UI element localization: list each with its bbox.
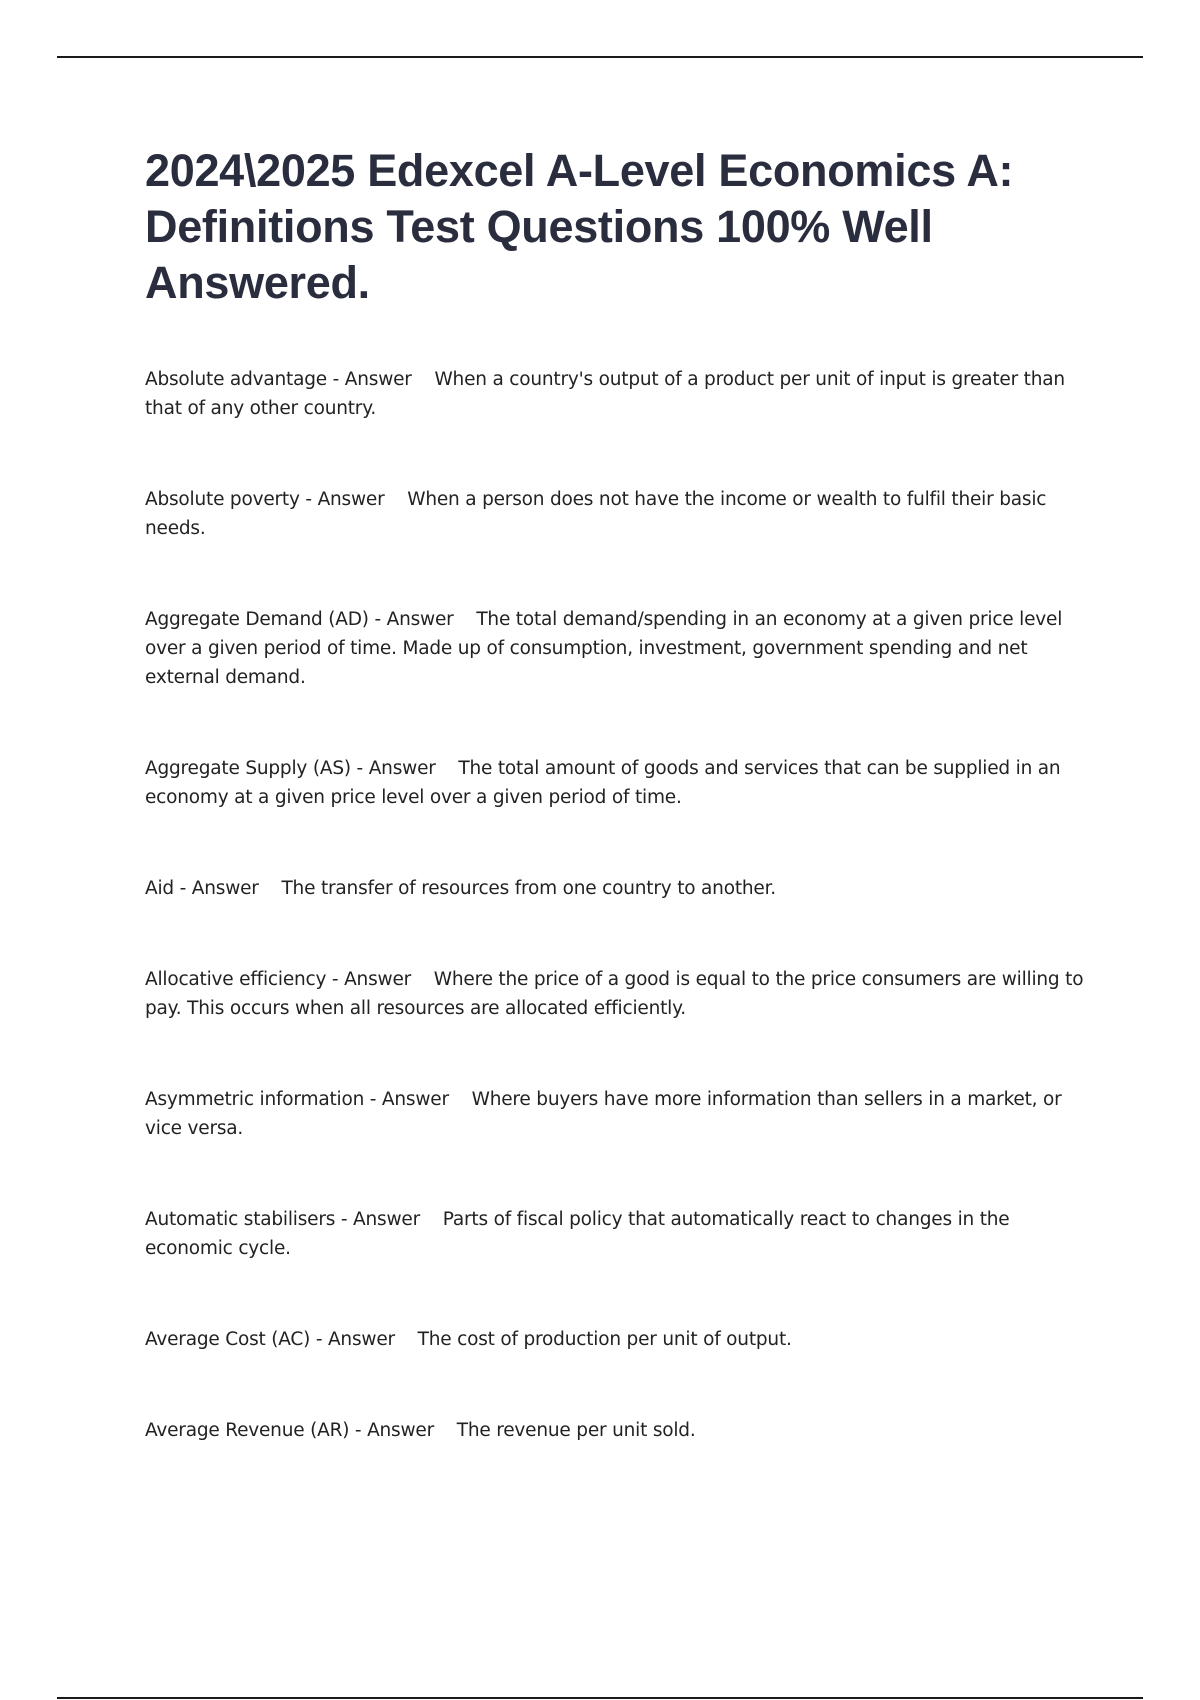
- entry-definition: The cost of production per unit of output.: [417, 1329, 792, 1350]
- entry-definition: The total demand/spending in an economy at a given price level over a given period of time. Made up of consumption, investment, government spending and net external demand.: [145, 609, 1063, 688]
- entry-term: Aggregate Supply (AS) - Answer: [145, 758, 436, 779]
- entry-term: Average Revenue (AR) - Answer: [145, 1420, 435, 1441]
- entry-term: Average Cost (AC) - Answer: [145, 1329, 395, 1350]
- document-body: [145, 143, 1090, 1507]
- entry-term: Absolute advantage - Answer: [145, 369, 412, 390]
- entry-term: Allocative efficiency - Answer: [145, 969, 412, 990]
- entry-definition: When a country's output of a product per unit of input is greater than that of any other country.: [145, 369, 1065, 419]
- entry-definition: When a person does not have the income or wealth to fulfil their basic needs.: [145, 489, 1047, 539]
- definition-entry: [145, 1325, 1090, 1354]
- entry-term: Aggregate Demand (AD) - Answer: [145, 609, 454, 630]
- definition-entry: [145, 1205, 1090, 1263]
- definition-entry: [145, 754, 1090, 812]
- bottom-divider: [57, 1697, 1143, 1699]
- entry-definition: Parts of fiscal policy that automatically react to changes in the economic cycle.: [145, 1209, 1010, 1259]
- entry-definition: Where the price of a good is equal to the price consumers are willing to pay. This occurs when all resources are allocated efficiently.: [145, 969, 1084, 1019]
- entry-term: Automatic stabilisers - Answer: [145, 1209, 420, 1230]
- definition-entry: [145, 485, 1090, 543]
- definition-entry: [145, 1085, 1090, 1143]
- definition-entry: [145, 605, 1090, 692]
- definition-entry: [145, 874, 1090, 903]
- definition-entry: [145, 1416, 1090, 1445]
- definition-entry: [145, 365, 1090, 423]
- entry-definition: The revenue per unit sold.: [456, 1420, 696, 1441]
- top-divider: [57, 56, 1143, 58]
- entry-definition: The total amount of goods and services that can be supplied in an economy at a given price level over a given period of time.: [145, 758, 1061, 808]
- entry-term: Asymmetric information - Answer: [145, 1089, 449, 1110]
- entry-term: Aid - Answer: [145, 878, 259, 899]
- definition-list: [145, 365, 1090, 1445]
- definition-entry: [145, 965, 1090, 1023]
- entry-definition: Where buyers have more information than sellers in a market, or vice versa.: [145, 1089, 1062, 1139]
- entry-definition: The transfer of resources from one country to another.: [281, 878, 776, 899]
- document-title: 2024\2025 Edexcel A-Level Economics A: Definitions Test Questions 100% Well Answered.: [145, 145, 1014, 308]
- entry-term: Absolute poverty - Answer: [145, 489, 385, 510]
